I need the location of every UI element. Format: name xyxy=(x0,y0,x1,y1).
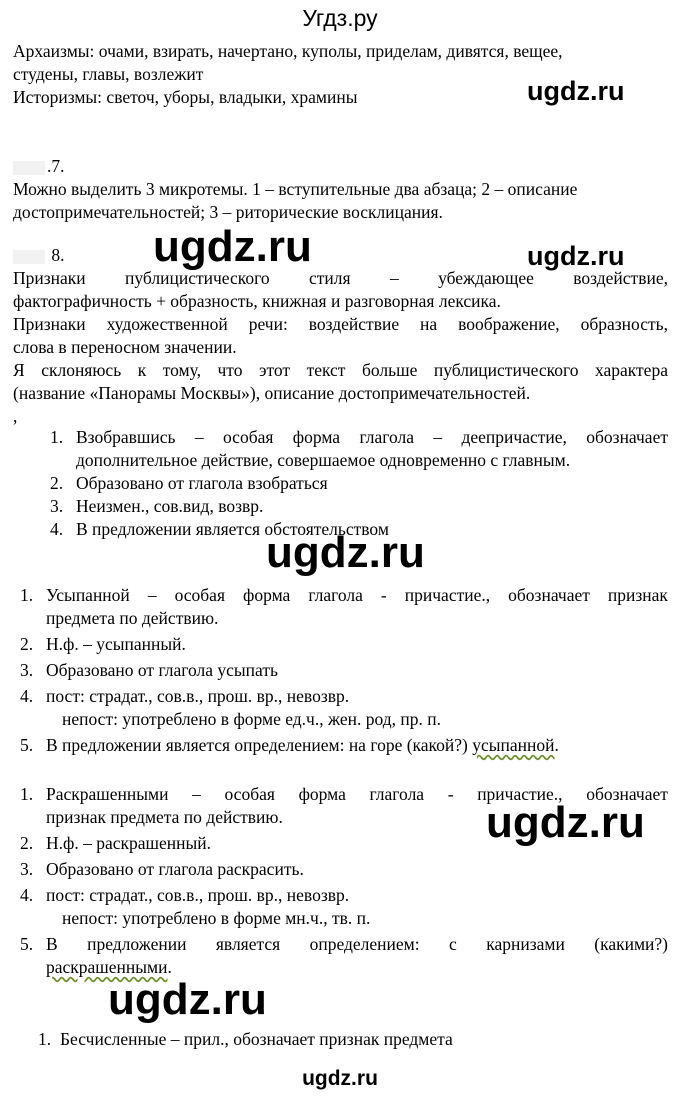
task-7-text-line: Можно выделить 3 микротемы. 1 – вступительные два абзаца; 2 – описание xyxy=(13,179,578,199)
list-item: 3. Образовано от глагола раскрасить. xyxy=(20,859,304,879)
task-7-block xyxy=(13,155,668,224)
list-item: 2. Н.ф. – усыпанный. xyxy=(20,634,186,654)
task-8-block xyxy=(13,244,668,428)
underlined-word: раскрашенными xyxy=(46,957,168,977)
task-8-number: 8. xyxy=(13,244,668,267)
list-item: 2. Образовано от глагола взобраться xyxy=(50,473,328,493)
task-7-text-line: достопримечательностей; 3 – риторические восклицания. xyxy=(13,202,443,222)
list-item: 5. В предложении является определением: на горе (какой?) усыпанной. xyxy=(20,735,559,755)
watermark: ugdz.ru xyxy=(527,76,625,106)
underlined-word: усыпанной xyxy=(472,735,555,755)
list-item-line: Взобравшись – особая форма глагола – деепричастие, обозначает xyxy=(76,427,668,447)
task-7-number: .7. xyxy=(13,155,668,178)
task-8-text-line: Я склоняюсь к тому, что этот текст больше публицистического характера xyxy=(13,360,668,380)
page-footer-watermark: ugdz.ru xyxy=(302,1067,378,1090)
redaction-box xyxy=(13,161,45,175)
page-header-title: Угдз.ру xyxy=(302,5,378,31)
watermark: ugdz.ru xyxy=(108,975,267,1024)
archaisms-line: Архаизмы: очами, взирать, начертано, куполы, приделам, дивятся, вещее, xyxy=(13,41,563,61)
morph-list-2 xyxy=(20,584,668,757)
list-item: 1. Бесчисленные – прил., обозначает признак предмета xyxy=(38,1029,453,1049)
morph-list-1 xyxy=(50,426,668,541)
list-item-line: В предложении является определением: с карнизами (какими?) xyxy=(46,934,668,954)
task-8-text-line: Признаки публицистического стиля – убеждающее воздействие, xyxy=(13,268,668,288)
task-8-text-line: слова в переносном значении. xyxy=(13,337,237,357)
list-item-line: Усыпанной – особая форма глагола - причастие., обозначает признак xyxy=(46,585,668,605)
historisms-line: Историзмы: светоч, уборы, владыки, храмины xyxy=(13,87,358,107)
morph-list-4 xyxy=(38,1028,668,1051)
archaisms-line: студены, главы, возлежит xyxy=(13,64,204,84)
list-item: 4. пост: страдат., сов.в., прош. вр., невозвр. непост: употреблено в форме ед.ч., жен. род, пр. п. xyxy=(20,686,441,729)
list-item-line: Раскрашенными – особая форма глагола - причастие., обозначает xyxy=(46,784,668,804)
list-item: 3. Неизмен., сов.вид, возвр. xyxy=(50,496,264,516)
list-item: 1. Взобравшись – особая форма глагола – деепричастие, обозначает дополнительное действие, совершаемое одновременно с главным. xyxy=(50,427,668,470)
task-8-text-line: (название «Панорамы Москвы»), описание достопримечательностей. xyxy=(13,383,531,403)
list-item: 1. Раскрашенными – особая форма глагола - причастие., обозначает признак предмета по действию. xyxy=(20,784,668,827)
list-item: 5. В предложении является определением: с карнизами (какими?) раскрашенными. xyxy=(20,934,668,977)
task-8-text-line: фактографичность + образность, книжная и разговорная лексика. xyxy=(13,291,501,311)
list-item: 1. Усыпанной – особая форма глагола - причастие., обозначает признак предмета по действию. xyxy=(20,585,668,628)
watermark: ugdz.ru xyxy=(527,241,625,271)
list-item: 4. пост: страдат., сов.в., прош. вр., невозвр. непост: употреблено в форме мн.ч., тв. п. xyxy=(20,885,371,928)
stray-comma: , xyxy=(13,406,18,426)
watermark: ugdz.ru xyxy=(486,798,645,847)
watermark: ugdz.ru xyxy=(266,528,425,577)
watermark: ugdz.ru xyxy=(153,222,312,271)
redaction-box xyxy=(13,250,45,264)
task-8-text-line: Признаки художественной речи: воздействие на воображение, образность, xyxy=(13,314,668,334)
list-item: 2. Н.ф. – раскрашенный. xyxy=(20,833,212,853)
list-item: 4. В предложении является обстоятельством xyxy=(50,519,389,539)
list-item: 3. Образовано от глагола усыпать xyxy=(20,660,278,680)
